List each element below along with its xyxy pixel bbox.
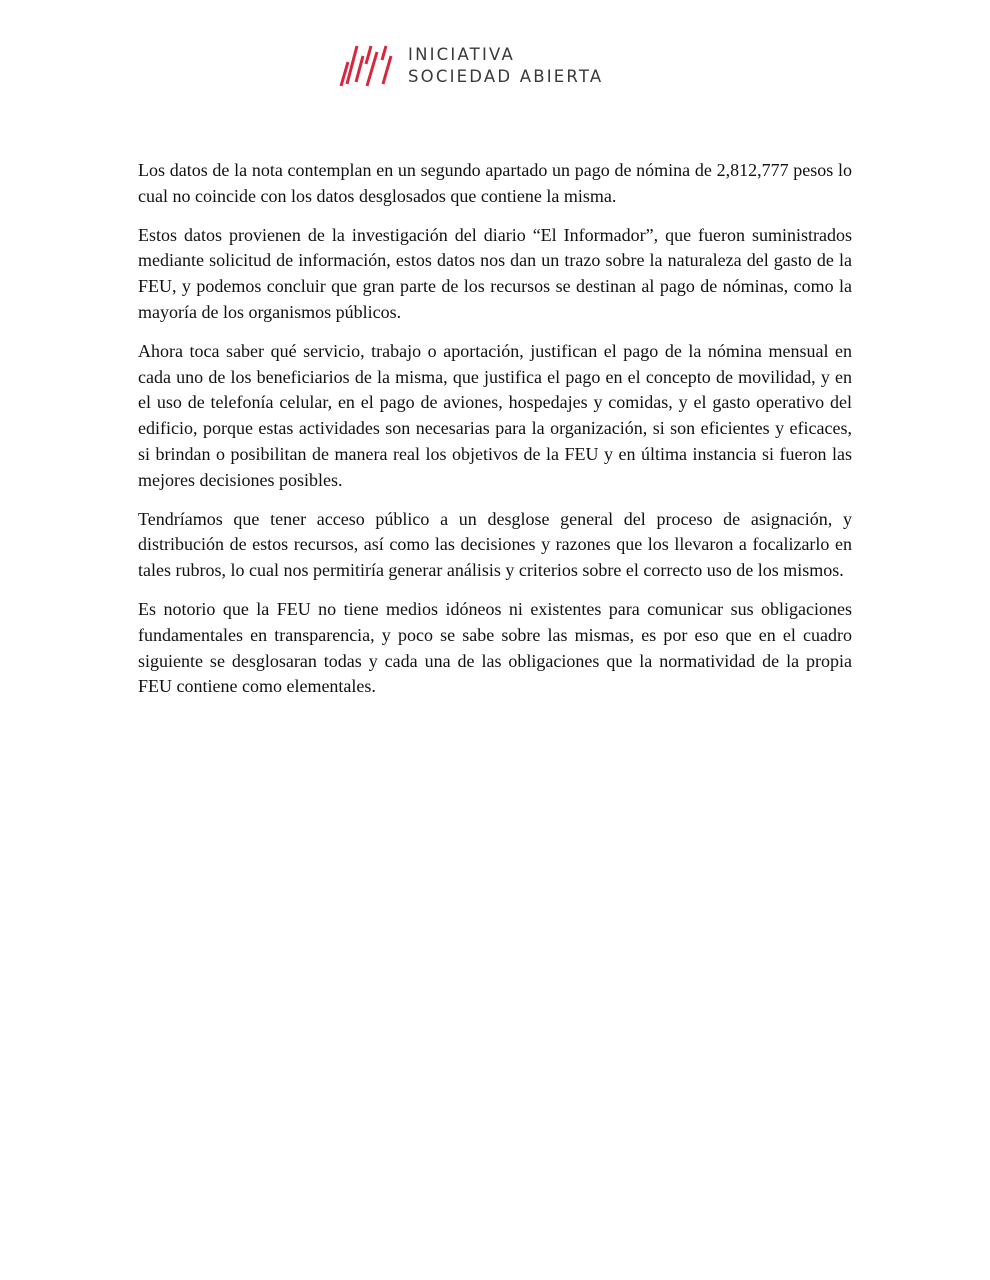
paragraph: Ahora toca saber qué servicio, trabajo o aportación, justifican el pago de la nómina mensual en cada uno de los beneficiarios de la misma, que justifica el pago en el concepto de movilidad, y en el uso de telefonía celular, en el pago de aviones, hospedajes y comidas, y el gasto operativo del edificio, porque estas actividades son necesarias para la organización, si son eficientes y eficaces, si brindan o posibilitan de manera real los objetivos de la FEU y en última instancia si fueron las mejores decisiones posibles. — [138, 340, 852, 490]
document-body — [138, 158, 852, 713]
logo-line-2: SOCIEDAD ABIERTA — [408, 67, 604, 86]
paragraph: Es notorio que la FEU no tiene medios idóneos ni existentes para comunicar sus obligaciones fundamentales en transparencia, y poco se sabe sobre las mismas, es por eso que en el cuadro siguiente se desglosaran todas y cada una de las obligaciones que la normatividad de la propia FEU contiene como elementales. — [138, 598, 852, 697]
paragraph: Tendríamos que tener acceso público a un desglose general del proceso de asignación, y distribución de estos recursos, así como las decisiones y razones que los llevaron a focalizarlo en tales rubros, lo cual nos permitiría generar análisis y criterios sobre el correcto uso de los mismos. — [138, 508, 852, 581]
logo-line-1: INICIATIVA — [408, 45, 515, 64]
organization-logo — [338, 44, 603, 88]
paragraph: Estos datos provienen de la investigación del diario “El Informador”, que fueron suministrados mediante solicitud de información, estos datos nos dan un trazo sobre la naturaleza del gasto de la FEU, y podemos concluir que gran parte de los recursos se destinan al pago de nóminas, como la mayoría de los organismos públicos. — [138, 224, 852, 322]
paragraph: Los datos de la nota contemplan en un segundo apartado un pago de nómina de 2,812,777 pesos lo cual no coincide con los datos desglosados que contiene la misma. — [138, 160, 852, 206]
logo-mark-icon — [338, 44, 396, 88]
